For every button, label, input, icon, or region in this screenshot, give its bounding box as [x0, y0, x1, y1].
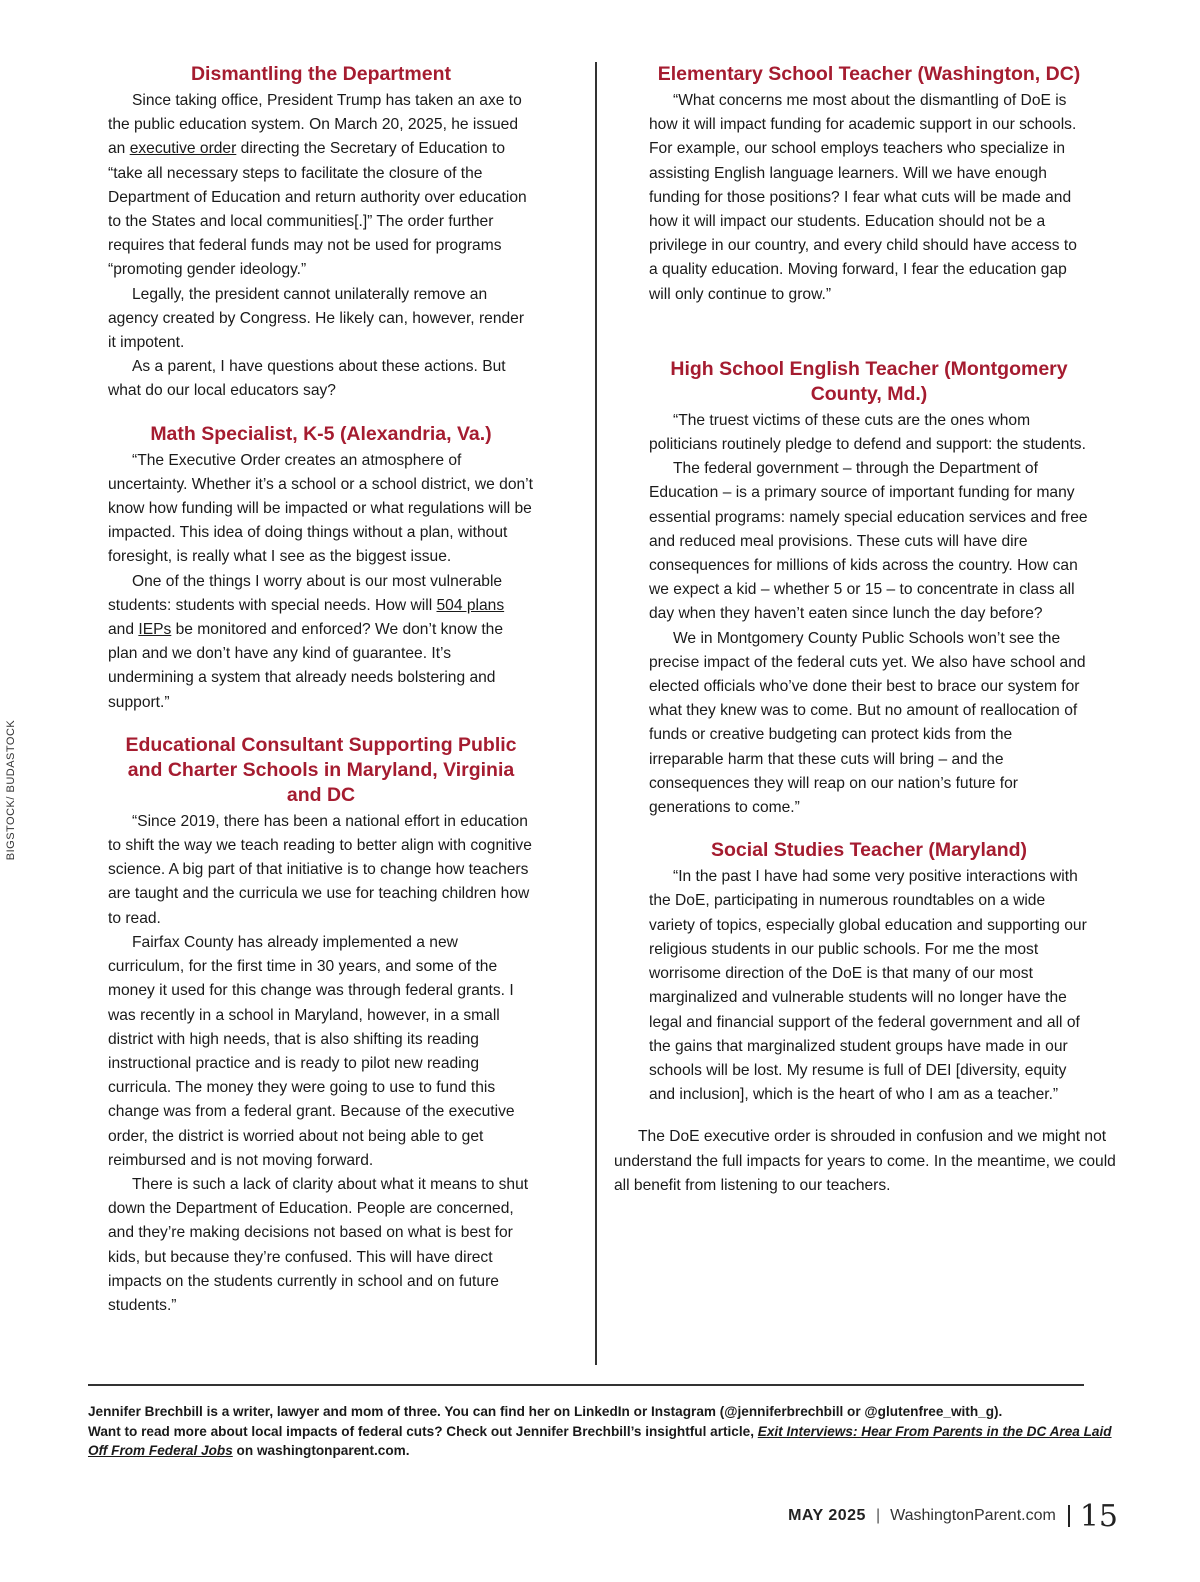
- heading-dismantling: Dismantling the Department: [190, 63, 452, 85]
- paragraph: “The truest victims of these cuts are the ones whom politicians routinely pledge to defend and support: the students.: [649, 411, 1086, 454]
- page-number: 15: [1079, 1498, 1118, 1534]
- left-column: [108, 62, 534, 1318]
- paragraph: Fairfax County has already implemented a new curriculum, for the first time in 30 years, and some of the money it used for this change was through federal grants. I was recently in a school in Maryland, however, in a small district with high needs, that is also shifting its reading instructional practice and is ready to pilot new reading curricula. The money they were going to use to fund this change was from a federal grant. Because of the executive order, the district is worried about not being able to get reimbursed and is not moving forward.: [108, 933, 515, 1169]
- article-link[interactable]: Exit Interviews: Hear From Parents in the DC Area Laid Off From Federal Jobs: [88, 1423, 1112, 1458]
- closing-paragraph: The DoE executive order is shrouded in confusion and we might not understand the full impacts for years to come. In the meantime, we could all benefit from listening to our teachers.: [614, 1128, 1116, 1194]
- footer-rule: [88, 1384, 1084, 1386]
- paragraph: “Since 2019, there has been a national effort in education to shift the way we teach reading to better align with cognitive science. A big part of that initiative is to change how teachers are taught and the curricula we use for teaching children how to read.: [108, 812, 532, 927]
- paragraph: “In the past I have had some very positive interactions with the DoE, participating in numerous roundtables on a wide variety of topics, especially global education and supporting our religious students in our public schools. For me the most worrisome direction of the DoE is that many of our most marginalized and vulnerable students will no longer have the legal and financial support of the federal government and all of the gains that marginalized student groups have made in our schools will be lost. My resume is full of DEI [diversity, equity and inclusion], which is the heart of who I am as a teacher.”: [649, 868, 1087, 1104]
- right-column: [614, 62, 1120, 1198]
- 504-plans-link[interactable]: 504 plans: [436, 596, 505, 614]
- paragraph: We in Montgomery County Public Schools won’t see the precise impact of the federal cuts yet. We also have school and elected officials who’ve done their best to brace our system for what they knew was to come. But no amount of reallocation of funds or creative budgeting can protect kids from the irreparable harm that these cuts will bring – and the consequences they will reap on our nation’s future for generations to come.”: [649, 629, 1086, 817]
- heading-high-school-teacher: High School English Teacher (Montgomery County, Md.): [670, 357, 1068, 405]
- site-name: WashingtonParent.com: [890, 1507, 1056, 1524]
- heading-educational-consultant: Educational Consultant Supporting Public and Charter Schools in Maryland, Virginia and DC: [125, 733, 517, 806]
- issue-date: MAY 2025: [788, 1507, 866, 1524]
- bio-line: Want to read more about local impacts of federal cuts? Check out Jennifer Brechbill’s insightful article, Exit Interviews: Hear From Parents in the DC Area Laid Off From Federal Jobs on washingtonparent.com.: [88, 1423, 1112, 1458]
- paragraph: As a parent, I have questions about these actions. But what do our local educators say?: [108, 358, 506, 400]
- photo-credit: BIGSTOCK/ BUDASTOCK: [5, 719, 17, 861]
- paragraph: One of the things I worry about is our most vulnerable students: students with special needs. How will 504 plans and IEPs be monitored and enforced? We don’t know the plan and we don’t have any kind of guarantee. It’s undermining a system that already needs bolstering and support.”: [108, 572, 505, 711]
- paragraph: “What concerns me most about the dismantling of DoE is how it will impact funding for academic support in our schools. For example, our school employs teachers who specialize in assisting English language learners. Will we have enough funding for those positions? I fear what cuts will be made and how it will impact our students. Education should not be a privilege in our country, and every child should have access to a quality education. Moving forward, I fear the education gap will only continue to grow.”: [649, 92, 1077, 303]
- heading-math-specialist: Math Specialist, K-5 (Alexandria, Va.): [150, 422, 492, 445]
- page-footer: [788, 1496, 1118, 1536]
- heading-social-studies-teacher: Social Studies Teacher (Maryland): [710, 839, 1028, 862]
- heading-elementary-teacher: Elementary School Teacher (Washington, DC): [657, 63, 1081, 85]
- paragraph: “The Executive Order creates an atmosphere of uncertainty. Whether it’s a school or a school district, we don’t know how funding will be impacted or what regulations will be impacted. This idea of doing things without a plan, without foresight, is really what I see as the biggest issue.: [108, 451, 533, 566]
- bio-line: Jennifer Brechbill is a writer, lawyer and mom of three. You can find her on LinkedIn or Instagram (@jenniferbrechbill or @glutenfree_with_g).: [88, 1404, 1003, 1419]
- column-divider: [595, 62, 597, 1365]
- footer-separator: |: [875, 1507, 881, 1524]
- author-bio: [88, 1402, 1118, 1461]
- paragraph: There is such a lack of clarity about what it means to shut down the Department of Education. People are concerned, and they’re making decisions not based on what is best for kids, but because they’re confused. This will have direct impacts on the students currently in school and on future students.”: [108, 1175, 529, 1314]
- footer-bar: [1068, 1505, 1070, 1527]
- paragraph: Since taking office, President Trump has taken an axe to the public education system. On March 20, 2025, he issued an executive order directing the Secretary of Education to “take all necessary steps to facilitate the closure of the Department of Education and return authority over education to the States and local communities[.]” The order further requires that federal funds may not be used for programs “promoting gender ideology.”: [108, 92, 527, 279]
- ieps-link[interactable]: IEPs: [138, 621, 172, 639]
- paragraph: The federal government – through the Department of Education – is a primary source of important funding for many essential programs: namely special education services and free and reduced meal provisions. These cuts will have dire consequences for millions of kids across the country. How can we expect a kid – whether 5 or 15 – to concentrate in class all day when they haven’t eaten since lunch the day before?: [649, 460, 1088, 623]
- executive-order-link[interactable]: executive order: [129, 140, 237, 158]
- paragraph: Legally, the president cannot unilaterally remove an agency created by Congress. He likely can, however, render it impotent.: [108, 285, 525, 352]
